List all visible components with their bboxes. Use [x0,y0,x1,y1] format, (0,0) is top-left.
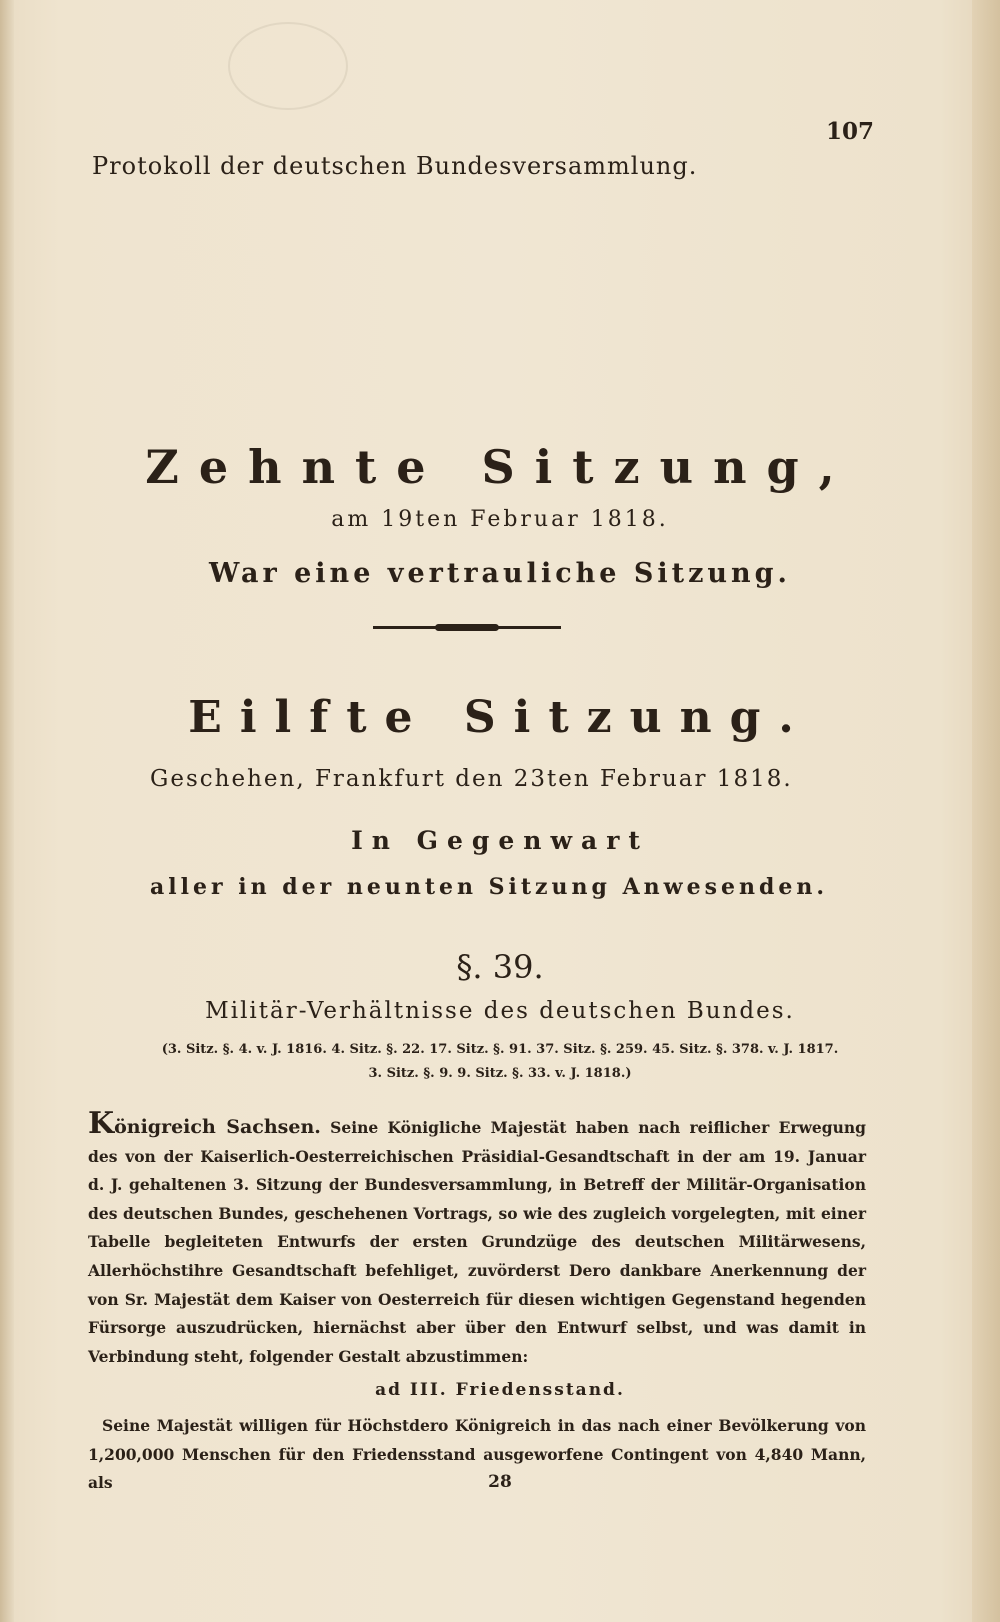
section-title: Militär-Verhältnisse des deutschen Bundes. [205,998,795,1024]
section-references-line1: (3. Sitz. §. 4. v. J. 1816. 4. Sitz. §. 22. 17. Sitz. §. 91. 37. Sitz. §. 259. 45. Sitz. §. 378. v. J. 1817. [161,1042,839,1057]
paragraph-1-lead: önigreich Sachsen. [114,1116,321,1138]
presence-text: aller in der neunten Sitzung Anwesenden. [150,874,828,900]
drop-capital: K [88,1106,115,1141]
ad-heading: ad III. Friedensstand. [375,1380,625,1400]
session-10-date: am 19ten Februar 1818. [331,507,669,532]
library-stamp [228,22,348,110]
body-paragraph-1 [88,1106,866,1371]
page-edge-shadow [972,0,1000,1622]
body-paragraph-2: Seine Majestät willigen für Höchstdero Königreich in das nach einer Bevölkerung von 1,200,000 Menschen für den Friedensstand ausgeworfene Contingent von 4,840 Mann, als [88,1416,866,1493]
session-11-place-date: Geschehen, Frankfurt den 23ten Februar 1818. [150,766,793,792]
page-number: 107 [826,118,875,145]
section-references-line2: 3. Sitz. §. 9. 9. Sitz. §. 33. v. J. 1818.) [368,1066,632,1081]
session-10-note: War eine vertrauliche Sitzung. [209,558,791,589]
presence-heading: In Gegenwart [351,826,649,855]
paragraph-1-text: Seine Königliche Majestät haben nach reiflicher Erwegung des von der Kaiserlich-Oesterreichischen Präsidial-Gesandtschaft in der am 19. Januar d. J. gehaltenen 3. Sitzung der Bundesversammlung, in Betreff der Militär-Organisation des deutschen Bundes, geschehenen Vortrags, so wie des zugleich vorgelegten, mit einer Tabelle begleiteten Entwurfs der ersten Grundzüge des deutschen Militärwesens, Allerhöchstihre Gesandtschaft befehliget, zuvörderst Dero dankbare Anerkennung der von Sr. Majestät dem Kaiser von Oesterreich für diesen wichtigen Gegenstand hegenden Fürsorge auszudrücken, hiernächst aber über den Entwurf selbst, und was damit in Verbindung steht, folgender Gestalt abzustimmen: [88,1118,866,1366]
signature-mark: 28 [488,1472,512,1492]
session-10-title: Zehnte Sitzung, [145,440,855,494]
page-spine-shadow [0,0,14,1622]
ornamental-divider [373,626,561,629]
running-head: Protokoll der deutschen Bundesversammlung. [92,152,698,180]
section-number: §. 39. [456,948,544,986]
session-11-title: Eilfte Sitzung. [188,692,812,743]
